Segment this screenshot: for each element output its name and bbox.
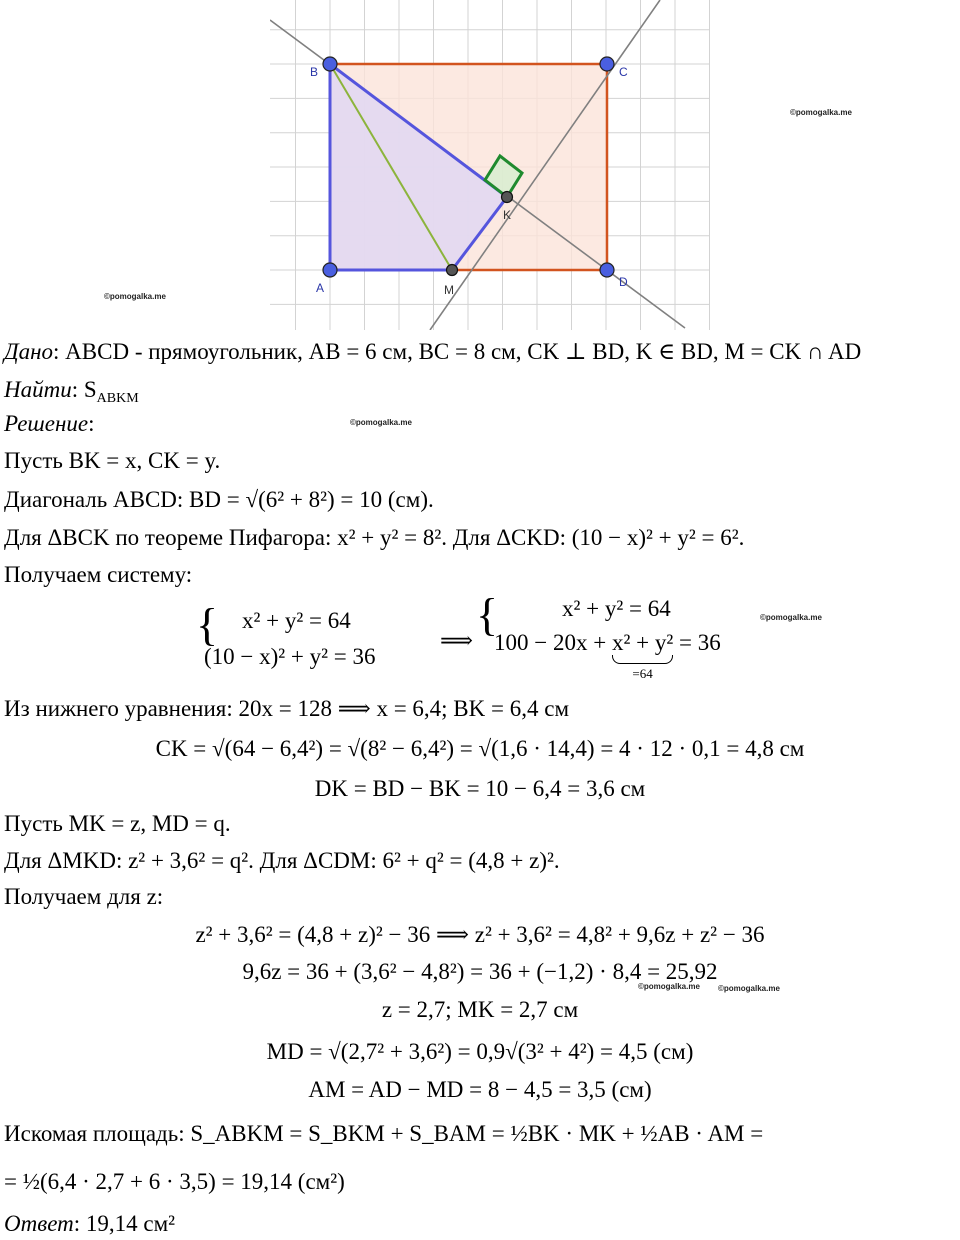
find-subscript: ABKM bbox=[96, 391, 139, 406]
equation-system-2 bbox=[476, 589, 796, 684]
label-b: B bbox=[310, 65, 319, 79]
watermark: ©pomogalka.me bbox=[350, 418, 412, 427]
find-text: : S bbox=[71, 377, 97, 402]
system-eq: x² + y² = 64 bbox=[242, 608, 351, 633]
solution-line: z² + 3,6² = (4,8 + z)² − 36 ⟹ z² + 3,6² = 4,8² + 9,6z + z² − 36 bbox=[195, 922, 765, 947]
label-k: K bbox=[503, 208, 512, 222]
watermark: ©pomogalka.me bbox=[718, 984, 780, 993]
point-d bbox=[600, 263, 614, 277]
point-k bbox=[502, 192, 513, 203]
solution-line: MD = √(2,7² + 3,6²) = 0,9√(3² + 4²) = 4,5 (см) bbox=[266, 1039, 694, 1064]
label-a: A bbox=[316, 281, 325, 295]
solution-line: DK = BD − BK = 10 − 6,4 = 3,6 см bbox=[314, 776, 646, 801]
point-m bbox=[447, 265, 458, 276]
equation-system-1 bbox=[196, 599, 436, 674]
watermark: ©pomogalka.me bbox=[104, 292, 166, 301]
solution-line: Диагональ ABCD: BD = √(6² + 8²) = 10 (см). bbox=[4, 487, 434, 512]
solution-line: AM = AD − MD = 8 − 4,5 = 3,5 (см) bbox=[308, 1077, 652, 1102]
solution-colon: : bbox=[88, 411, 95, 436]
solution-line: Получаем для z: bbox=[4, 884, 164, 909]
given-text: : ABCD - прямоугольник, AB = 6 см, BC = 8 см, CK ⊥ BD, K ∈ BD, M = CK ∩ AD bbox=[53, 339, 862, 364]
answer-text: : 19,14 см² bbox=[73, 1211, 176, 1236]
system-eq-2: 100 − 20x + x² + y² =64 = 36 bbox=[494, 630, 721, 681]
label-m: M bbox=[444, 283, 454, 297]
point-a bbox=[323, 263, 337, 277]
label-d: D bbox=[619, 275, 628, 289]
find-label: Найти bbox=[4, 377, 72, 402]
watermark: ©pomogalka.me bbox=[790, 108, 852, 117]
implies-arrow: ⟹ bbox=[440, 628, 473, 653]
system-brace: { bbox=[476, 589, 499, 640]
solution-line: CK = √(64 − 6,4²) = √(8² − 6,4²) = √(1,6 · 14,4) = 4 · 12 · 0,1 = 4,8 см bbox=[155, 736, 805, 761]
solution-label: Решение bbox=[4, 411, 89, 436]
label-c: C bbox=[619, 65, 628, 79]
solution-line: Искомая площадь: S_ABKM = S_BKM + S_BAM = ½BK · MK + ½AB · AM = bbox=[4, 1121, 764, 1146]
solution-heading bbox=[4, 410, 95, 438]
solution-line: Из нижнего уравнения: 20x = 128 ⟹ x = 6,4; BK = 6,4 см bbox=[4, 696, 569, 721]
point-c bbox=[600, 57, 614, 71]
solution-line: Для ΔMKD: z² + 3,6² = q². Для ΔCDM: 6² + q² = (4,8 + z)². bbox=[4, 848, 560, 873]
answer-label: Ответ bbox=[4, 1211, 74, 1236]
find-line bbox=[4, 376, 139, 404]
given-line bbox=[4, 338, 861, 366]
watermark: ©pomogalka.me bbox=[760, 613, 822, 622]
solution-line: 9,6z = 36 + (3,6² − 4,8²) = 36 + (−1,2) · 8,4 = 25,92 bbox=[242, 959, 718, 984]
solution-line: Получаем систему: bbox=[4, 562, 193, 587]
underbrace-label: =64 bbox=[632, 666, 653, 681]
solution-line: Пусть BK = x, CK = y. bbox=[4, 448, 221, 473]
solution-line: Для ΔBCK по теореме Пифагора: x² + y² = 8². Для ΔCKD: (10 − x)² + y² = 6². bbox=[4, 525, 745, 550]
system-eq: (10 − x)² + y² = 36 bbox=[204, 644, 376, 669]
system-brace: { bbox=[196, 599, 219, 650]
geometry-figure bbox=[270, 0, 710, 330]
point-b bbox=[323, 57, 337, 71]
underbrace-group: x² + y² =64 bbox=[611, 630, 674, 681]
answer-line bbox=[4, 1210, 175, 1238]
solution-line: z = 2,7; MK = 2,7 см bbox=[381, 997, 579, 1022]
solution-line: = ½(6,4 · 2,7 + 6 · 3,5) = 19,14 (см²) bbox=[4, 1169, 345, 1194]
given-label: Дано bbox=[4, 339, 54, 364]
watermark: ©pomogalka.me bbox=[638, 982, 700, 991]
solution-line: Пусть MK = z, MD = q. bbox=[4, 811, 231, 836]
system-eq: x² + y² = 64 bbox=[562, 596, 671, 621]
